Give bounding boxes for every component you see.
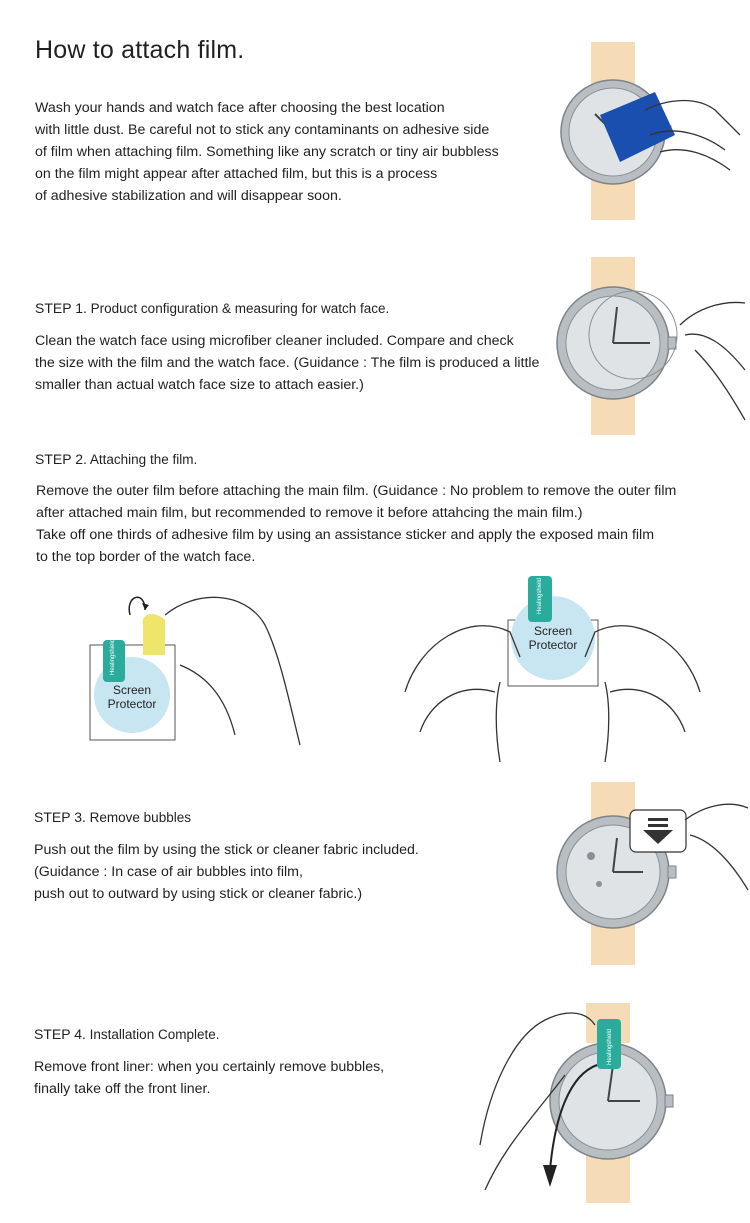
intro-line: of film when attaching film. Something like any scratch or tiny air bubbless	[35, 144, 499, 160]
step2-line: Take off one thirds of adhesive film by using an assistance sticker and apply the exposed main film	[36, 527, 655, 543]
step2-line: Remove the outer film before attaching the main film. (Guidance : No problem to remove the outer film	[36, 483, 677, 499]
installation-complete-illustration	[475, 995, 675, 1210]
step2-title: Attaching the film.	[89, 452, 198, 467]
intro-line: with little dust. Be careful not to stick any contaminants on adhesive side	[35, 122, 490, 138]
step1-line: Clean the watch face using microfiber cleaner included. Compare and check	[35, 333, 514, 349]
step3-line: Push out the film by using the stick or cleaner fabric included.	[34, 842, 419, 858]
screen-protector-label-2: Protector	[107, 697, 157, 711]
step4-line: Remove front liner: when you certainly remove bubbles,	[34, 1059, 385, 1075]
step4-line: finally take off the front liner.	[34, 1081, 211, 1097]
step3-heading	[34, 809, 191, 825]
step1-line: smaller than actual watch face size to attach easier.)	[35, 377, 364, 393]
step1-title: Product configuration & measuring for watch face.	[90, 301, 390, 316]
step4-paragraph	[34, 1056, 384, 1100]
step3-line: (Guidance : In case of air bubbles into film,	[34, 864, 303, 880]
step2-label: STEP 2.	[35, 451, 87, 467]
brand-tag-text: Healingshield	[607, 1028, 613, 1065]
step1-line: the size with the film and the watch face. (Guidance : The film is produced a little	[35, 355, 540, 371]
step2-line: to the top border of the watch face.	[36, 549, 256, 565]
page-title: How to attach film.	[35, 36, 245, 64]
step3-title: Remove bubbles	[89, 810, 191, 825]
step1-heading	[35, 300, 389, 316]
step3-label: STEP 3.	[34, 809, 86, 825]
step2-paragraph	[36, 480, 676, 568]
brand-tag-text: Healingshield	[537, 577, 543, 614]
watch-measuring-illustration	[555, 255, 750, 440]
step1-paragraph	[35, 330, 539, 396]
remove-bubbles-illustration	[555, 780, 750, 965]
step4-title: Installation Complete.	[89, 1027, 220, 1042]
step2-heading	[35, 451, 197, 467]
screen-protector-label-1: Screen	[112, 683, 152, 697]
screen-protector-label-1: Screen	[533, 624, 573, 638]
intro-paragraph	[35, 97, 499, 207]
step2-line: after attached main film, but recommended to remove it before attahcing the main film.)	[36, 505, 583, 521]
step4-label: STEP 4.	[34, 1026, 86, 1042]
brand-tag-text: Healingshield	[110, 638, 116, 675]
intro-line: on the film might appear after attached film, but this is a process	[35, 166, 438, 182]
hold-film-illustration	[400, 572, 705, 767]
step3-paragraph	[34, 839, 419, 905]
intro-line: Wash your hands and watch face after choosing the best location	[35, 100, 445, 116]
step3-line: push out to outward by using stick or cleaner fabric.)	[34, 886, 363, 902]
step1-label: STEP 1.	[35, 300, 87, 316]
peel-film-illustration	[85, 585, 310, 770]
intro-line: of adhesive stabilization and will disappear soon.	[35, 188, 342, 204]
step4-heading	[34, 1026, 219, 1042]
screen-protector-label-2: Protector	[528, 638, 578, 652]
watch-cleaning-illustration	[555, 40, 745, 225]
